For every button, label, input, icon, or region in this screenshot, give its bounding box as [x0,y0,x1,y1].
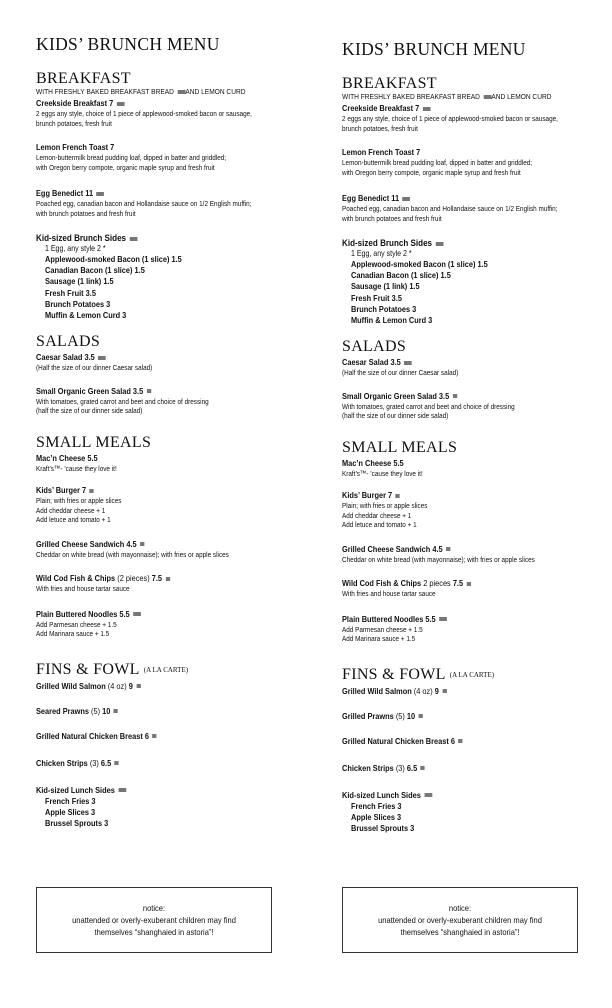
menu-item: Plain Buttered Noodles 5.5 Add Parmesan cheese + 1.5 Add Marinara sauce + 1.5 [342,614,612,644]
marker-icon [467,582,471,586]
menu-item: Egg Benedict 11 Poached egg, canadian bacon and Hollandaise sauce on 1/2 English muffin; with brunch potatoes and fresh fruit [342,193,558,223]
notice-line: themselves “shanghaied in astoria”! [94,927,214,937]
fins-fowl-heading: FINS & FOWL (A LA CARTE) [342,665,495,683]
marker-icon [129,237,137,241]
notice-line: unattended or overly-exuberant children may find [378,915,542,925]
marker-icon [177,90,185,94]
salads-heading: SALADS [36,333,101,351]
marker-icon [424,793,432,797]
brunch-sides: Kid-sized Brunch Sides 1 Egg, any style 2 * Applewood-smoked Bacon (1 slice) 1.5 Canadian Bacon (1 slice) 1.5 Sausage (1 link) 1.5 Fresh Fruit 3.5 Brunch Potatoes 3 Muffin & Lemon Curd 3 [36,232,182,321]
marker-icon [404,361,412,365]
marker-icon [97,192,105,196]
marker-icon [118,788,126,792]
notice-line: themselves “shanghaied in astoria”! [400,927,520,937]
marker-icon [117,102,125,106]
marker-icon [90,489,94,493]
menu-item: Chicken Strips (3) 6.5 [342,763,612,774]
menu-item: Lemon French Toast 7 Lemon-buttermilk bread pudding loaf, dipped in batter and griddled; with Oregon berry compote, organic maple syrup and fresh fruit [342,147,533,177]
menu-item: Caesar Salad 3.5 (Half the size of our dinner Caesar salad) [36,352,153,373]
breakfast-note: WITH FRESHLY BAKED BREAKFAST BREAD AND LEMON CURD [36,87,246,96]
marker-icon [446,547,450,551]
marker-icon [140,542,144,546]
marker-icon [152,734,156,738]
menu-item: Small Organic Green Salad 3.5 With tomatoes, grated carrot and beet and choice of dressing (half the size of our dinner side salad) [36,385,209,416]
menu-item: Lemon French Toast 7 Lemon-buttermilk bread pudding loaf, dipped in batter and griddled; with Oregon berry compote, organic maple syrup and fresh fruit [36,142,227,172]
fins-fowl-heading: FINS & FOWL (A LA CARTE) [36,660,189,678]
marker-icon [98,356,106,360]
marker-icon [421,766,425,770]
menu-item: Wild Cod Fish & Chips (2 pieces) 7.5 With fries and house tartar sauce [36,573,316,594]
salads-heading: SALADS [342,338,407,356]
marker-icon [115,761,119,765]
marker-icon [439,617,447,621]
notice-title: notice: [448,903,472,913]
menu-item: Small Organic Green Salad 3.5 With tomatoes, grated carrot and beet and choice of dressing (half the size of our dinner side salad) [342,390,515,421]
menu-item: Creekside Breakfast 7 2 eggs any style, choice of 1 piece of applewood-smoked bacon or sausage, brunch potatoes, fresh fruit [342,103,558,133]
menu-item: Creekside Breakfast 7 2 eggs any style, choice of 1 piece of applewood-smoked bacon or sausage, brunch potatoes, fresh fruit [36,98,252,128]
lunch-sides: Kid-sized Lunch Sides French Fries 3 Apple Slices 3 Brussel Sprouts 3 [36,785,316,830]
notice-box [36,887,272,953]
menu-item: Kids’ Burger 7 Plain; with fries or apple slices Add cheddar cheese + 1 Add letuce and tomato + 1 [36,485,122,525]
menu-title: KIDS’ BRUNCH MENU [342,39,526,59]
menu-item: Grilled Wild Salmon (4 oz) 9 [342,686,612,697]
menu-item: Wild Cod Fish & Chips 2 pieces 7.5 With fries and house tartar sauce [342,578,612,599]
lunch-sides: Kid-sized Lunch Sides French Fries 3 Apple Slices 3 Brussel Sprouts 3 [342,790,612,835]
menu-item: Grilled Cheese Sandwich 4.5 Cheddar on white bread (with mayonnaise); with fries or apple slices [36,538,229,559]
brunch-sides: Kid-sized Brunch Sides 1 Egg, any style 2 * Applewood-smoked Bacon (1 slice) 1.5 Canadian Bacon (1 slice) 1.5 Sausage (1 link) 1.5 Fresh Fruit 3.5 Brunch Potatoes 3 Muffin & Lemon Curd 3 [342,237,488,326]
notice-box [342,887,578,953]
small-meals-heading: SMALL MEALS [342,438,458,456]
marker-icon [458,739,462,743]
menu-item: Seared Prawns (5) 10 [36,706,316,717]
menu-item: Grilled Wild Salmon (4 oz) 9 [36,681,316,692]
marker-icon [396,494,400,498]
menu-item: Grilled Natural Chicken Breast 6 [342,736,612,747]
menu-item: Mac’n Cheese 5.5 Kraft’s™- ’cause they love it! [36,452,117,473]
marker-icon [133,612,141,616]
menu-item: Grilled Natural Chicken Breast 6 [36,731,316,742]
menu-item: Plain Buttered Noodles 5.5 Add Parmesan cheese + 1.5 Add Marinara sauce + 1.5 [36,609,316,639]
menu-column-right [342,0,612,834]
marker-icon [165,577,169,581]
marker-icon [136,684,140,688]
marker-icon [147,389,151,393]
small-meals-heading: SMALL MEALS [36,433,152,451]
menu-item: Egg Benedict 11 Poached egg, canadian bacon and Hollandaise sauce on 1/2 English muffin; with brunch potatoes and fresh fruit [36,188,252,218]
breakfast-heading: BREAKFAST [36,70,131,87]
menu-column-left [36,0,316,829]
menu-title: KIDS’ BRUNCH MENU [36,34,220,54]
marker-icon [435,242,443,246]
marker-icon [403,197,411,201]
menu-item: Caesar Salad 3.5 (Half the size of our dinner Caesar salad) [342,357,459,378]
notice-line: unattended or overly-exuberant children may find [72,915,236,925]
menu-item: Kids’ Burger 7 Plain; with fries or apple slices Add cheddar cheese + 1 Add letuce and tomato + 1 [342,490,428,530]
menu-item: Chicken Strips (3) 6.5 [36,758,316,769]
marker-icon [453,394,457,398]
notice-title: notice: [142,903,166,913]
marker-icon [483,95,491,99]
marker-icon [419,714,423,718]
menu-item: Grilled Cheese Sandwich 4.5 Cheddar on white bread (with mayonnaise); with fries or apple slices [342,543,535,564]
breakfast-note: WITH FRESHLY BAKED BREAKFAST BREAD AND LEMON CURD [342,92,552,101]
menu-item: Grilled Prawns (5) 10 [342,711,612,722]
breakfast-heading: BREAKFAST [342,75,437,92]
marker-icon [442,689,446,693]
marker-icon [423,107,431,111]
menu-item: Mac’n Cheese 5.5 Kraft’s™- ’cause they love it! [342,457,423,478]
marker-icon [114,709,118,713]
